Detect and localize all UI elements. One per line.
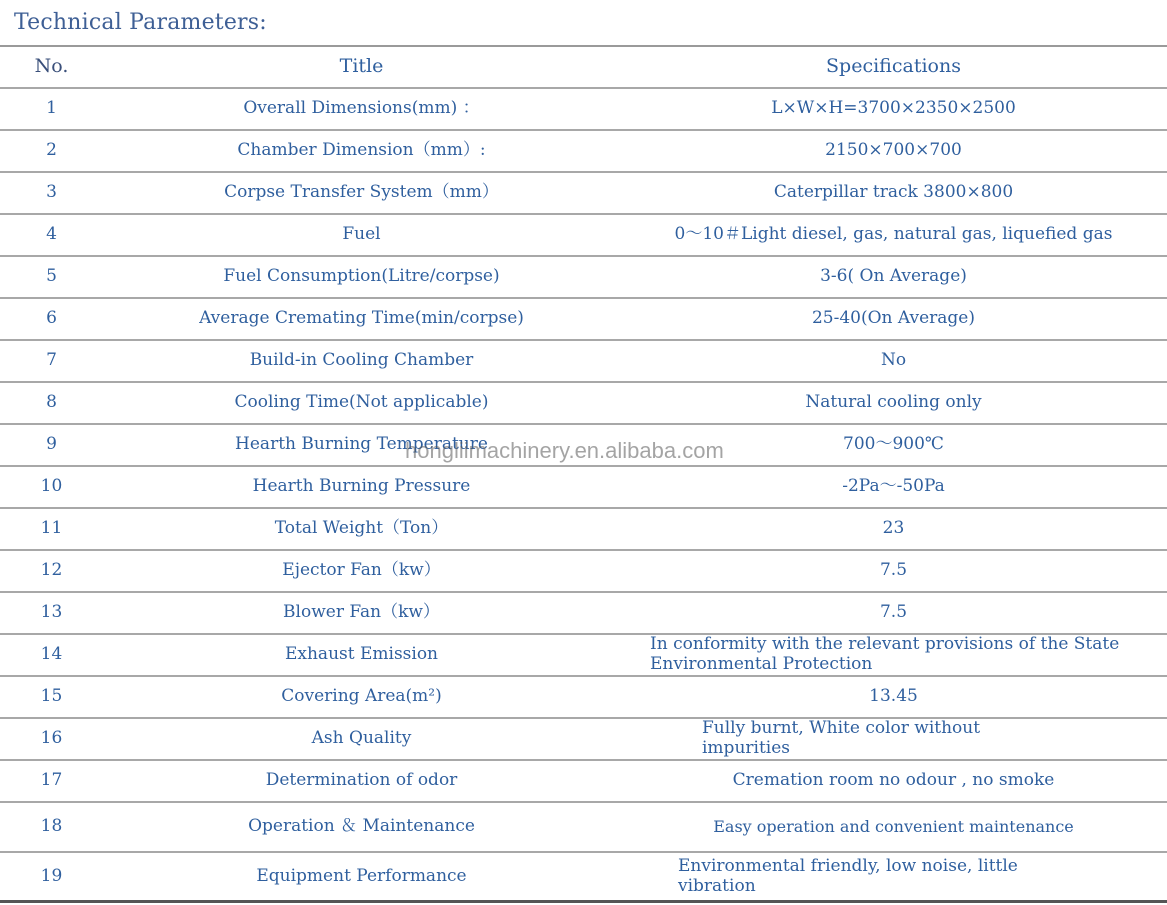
table-row (0, 89, 1167, 131)
row-no: 5 (46, 266, 57, 287)
row-spec: Easy operation and convenient maintenance (713, 816, 1074, 836)
row-no: 8 (46, 392, 57, 413)
row-spec: 23 (882, 518, 905, 539)
row-title: Build-in Cooling Chamber (249, 350, 474, 371)
table-row (0, 215, 1167, 257)
table-row (0, 467, 1167, 509)
row-title: Equipment Performance (256, 865, 467, 886)
table-row (0, 635, 1167, 677)
table-row (0, 803, 1167, 853)
row-title: Hearth Burning Temperature (235, 434, 488, 455)
row-title: Fuel Consumption(Litre/corpse) (223, 266, 500, 287)
table-row (0, 761, 1167, 803)
row-title: Fuel (342, 224, 381, 245)
table-row (0, 551, 1167, 593)
row-no: 1 (46, 98, 57, 119)
watermark-text: hongliimachinery.en.alibaba.com (405, 438, 724, 463)
row-no: 11 (40, 518, 63, 539)
row-title: Blower Fan（kw） (283, 602, 440, 623)
row-title: Corpse Transfer System（mm） (224, 182, 499, 203)
row-spec: 3-6( On Average) (820, 266, 967, 287)
row-spec: Fully burnt, White color without impurities (702, 718, 981, 758)
row-spec: 700～900℃ (843, 434, 944, 455)
row-title: Overall Dimensions(mm) ： (243, 98, 480, 119)
header-title: Title (339, 55, 384, 78)
row-spec: No (880, 350, 907, 371)
header-spec: Specifications (826, 55, 961, 78)
row-title: Hearth Burning Pressure (252, 476, 471, 497)
row-no: 3 (46, 182, 57, 203)
row-title: Cooling Time(Not applicable) (234, 392, 489, 413)
table-row (0, 383, 1167, 425)
row-title: Ash Quality (311, 728, 412, 749)
row-spec: Environmental friendly, low noise, little vibration (678, 855, 1018, 896)
row-title: Determination of odor (265, 770, 458, 791)
row-no: 17 (40, 770, 63, 791)
row-title: Covering Area(m²) (281, 686, 442, 707)
parameters-table (0, 45, 1167, 903)
row-spec: -2Pa～-50Pa (842, 476, 945, 497)
row-spec: In conformity with the relevant provisions of the State Environmental Protection (650, 634, 1120, 674)
row-no: 10 (40, 476, 63, 497)
table-row (0, 173, 1167, 215)
row-no: 19 (40, 865, 63, 886)
table-row (0, 131, 1167, 173)
row-no: 12 (40, 560, 63, 581)
row-spec: L×W×H=3700×2350×2500 (771, 98, 1016, 119)
table-row (0, 509, 1167, 551)
table-row (0, 853, 1167, 903)
row-no: 18 (40, 816, 63, 837)
table-row (0, 593, 1167, 635)
table-header-row (0, 47, 1167, 89)
row-no: 4 (46, 224, 57, 245)
row-spec: Natural cooling only (805, 392, 982, 413)
row-spec: 7.5 (879, 560, 908, 581)
row-spec: 0～10＃Light diesel, gas, natural gas, liquefied gas (674, 224, 1113, 245)
row-spec: 13.45 (869, 686, 918, 707)
table-row (0, 677, 1167, 719)
row-spec: 7.5 (879, 602, 908, 623)
table-row (0, 719, 1167, 761)
row-no: 7 (46, 350, 57, 371)
row-title: Average Cremating Time(min/corpse) (199, 308, 524, 329)
row-no: 6 (46, 308, 57, 329)
table-row (0, 257, 1167, 299)
row-spec: 2150×700×700 (825, 140, 962, 161)
row-title: Chamber Dimension（mm）: (237, 140, 486, 161)
row-no: 14 (40, 644, 63, 665)
page-title: Technical Parameters: (14, 10, 267, 35)
row-spec: 25-40(On Average) (811, 308, 976, 329)
row-no: 16 (40, 728, 63, 749)
row-title: Operation ＆ Maintenance (248, 816, 475, 837)
row-spec: Cremation room no odour , no smoke (732, 770, 1055, 791)
table-row (0, 425, 1167, 467)
row-no: 13 (40, 602, 63, 623)
row-title: Exhaust Emission (284, 644, 439, 665)
row-title: Ejector Fan（kw） (282, 560, 441, 581)
header-no: No. (34, 55, 69, 78)
row-no: 15 (40, 686, 63, 707)
row-no: 9 (46, 434, 57, 455)
table-row (0, 341, 1167, 383)
row-no: 2 (46, 140, 57, 161)
row-title: Total Weight（Ton） (274, 518, 449, 539)
table-row (0, 299, 1167, 341)
row-spec: Caterpillar track 3800×800 (773, 182, 1014, 203)
